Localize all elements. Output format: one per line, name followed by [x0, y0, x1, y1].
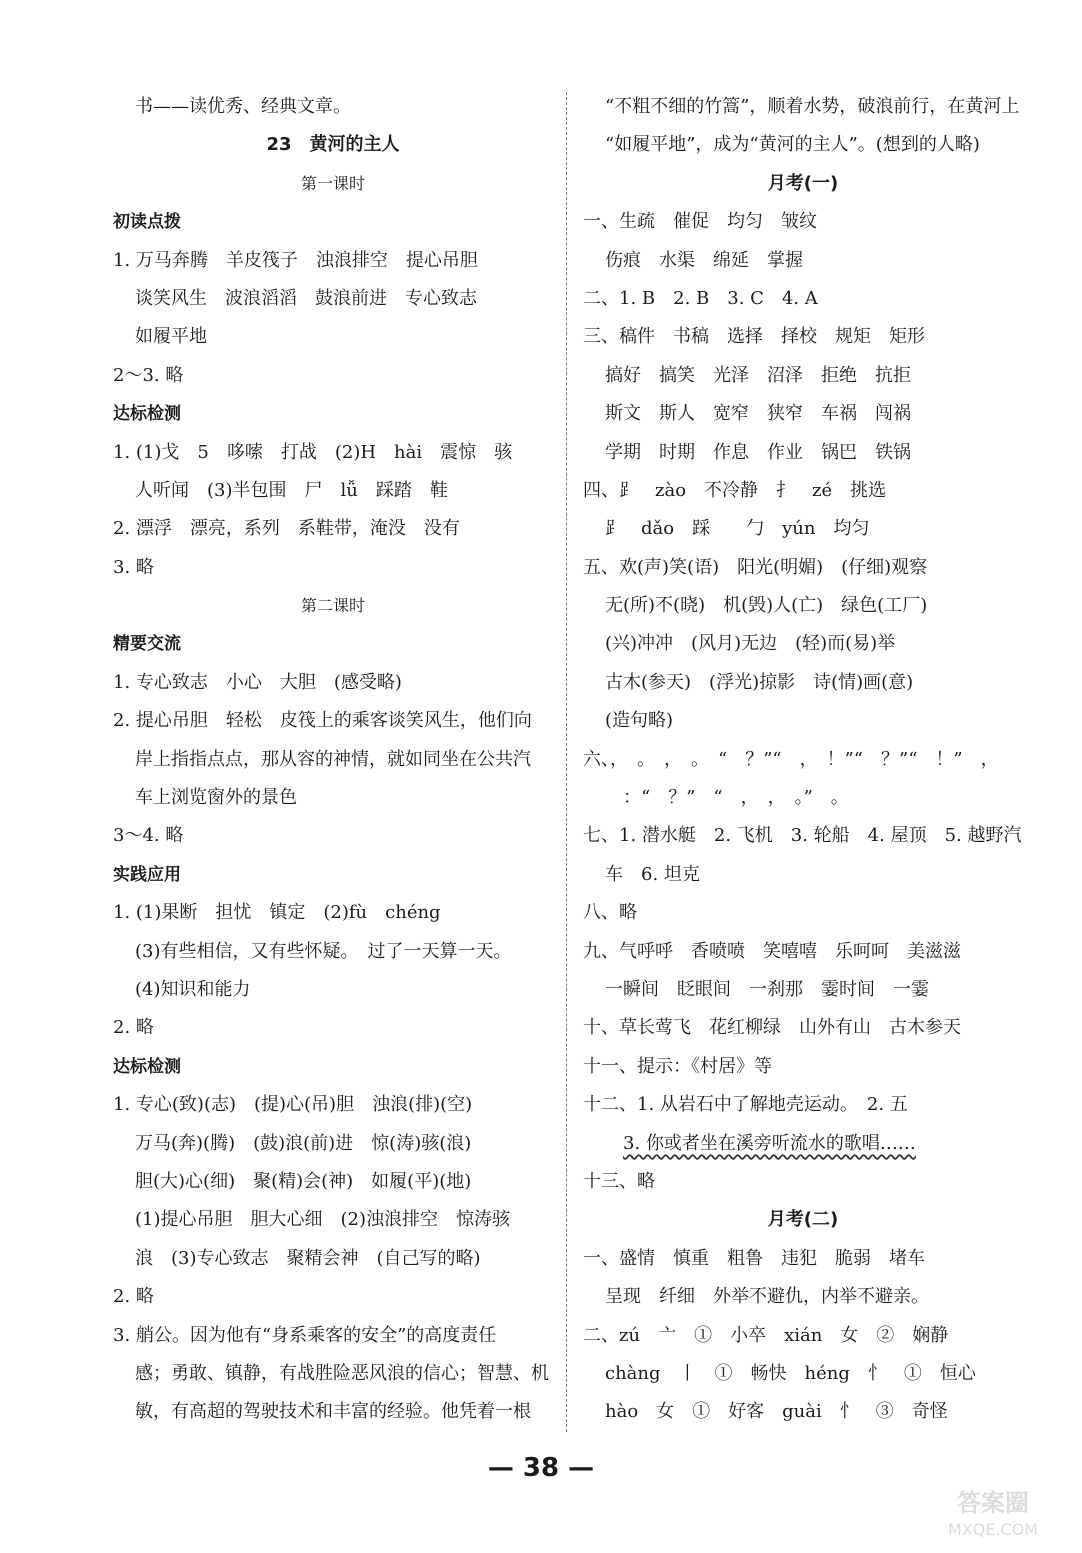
- left-line: 万马(奔)(腾) (鼓)浪(前)进 惊(涛)骇(浪): [135, 1132, 472, 1154]
- right-line: 五、欢(声)笑(语) 阳光(明媚) (仔细)观察: [583, 556, 928, 578]
- left-line: 1. 专心致志 小心 大胆 (感受略): [113, 671, 402, 693]
- left-line: 岸上指指点点，那从容的神情，就如同坐在公共汽: [135, 748, 531, 770]
- right-line: 伤痕 水渠 绵延 掌握: [605, 249, 803, 271]
- left-line: 2. 略: [113, 1286, 154, 1308]
- right-line: 九、气呼呼 香喷喷 笑嘻嘻 乐呵呵 美滋滋: [583, 940, 961, 962]
- right-line: 呈现 纤细 外举不避仇，内举不避亲。: [605, 1286, 929, 1308]
- left-line: 第二课时: [300, 596, 365, 616]
- underlined-text: 3. 你或者坐在溪旁听流水的歌唱……: [623, 1132, 916, 1154]
- left-line: 初读点拨: [113, 212, 181, 233]
- left-line: 胆(大)心(细) 聚(精)会(神) 如履(平)(地): [135, 1170, 472, 1192]
- right-line: 月考(一): [767, 172, 839, 194]
- right-line: 斯文 斯人 宽窄 狭窄 车祸 闯祸: [605, 403, 911, 425]
- page-number: — 38 —: [487, 1453, 595, 1483]
- left-line: 1. (1)果断 担忧 镇定 (2)fù chéng: [113, 902, 441, 924]
- left-line: 实践应用: [113, 864, 181, 885]
- right-line: “如履平地”，成为“黄河的主人”。(想到的人略): [605, 134, 980, 156]
- right-line: hào 女 ① 好客 guài 忄 ③ 奇怪: [605, 1401, 948, 1423]
- left-line: 3～4. 略: [113, 825, 184, 847]
- right-line: 十一、提示：《村居》等: [583, 1055, 772, 1077]
- right-line: 十三、略: [583, 1170, 655, 1192]
- left-line: 2. 略: [113, 1017, 154, 1039]
- right-line: 一、生疏 催促 均匀 皱纹: [583, 211, 817, 233]
- right-line: 十二、1. 从岩石中了解地壳运动。 2. 五: [583, 1094, 908, 1116]
- left-line: 书——读优秀、经典文章。: [135, 96, 351, 117]
- right-line: 三、稿件 书稿 选择 择校 规矩 矩形: [583, 326, 925, 348]
- watermark-line1: 答案圈: [957, 1489, 1029, 1517]
- left-line: 2. 漂浮 漂亮，系列 系鞋带，淹没 没有: [113, 518, 460, 540]
- right-line: 八、略: [583, 902, 637, 924]
- right-line: 十、草长莺飞 花红柳绿 山外有山 古木参天: [583, 1017, 961, 1039]
- right-line: 六、， 。 ， 。 “ ？”“ ， ！”“ ？”“ ！” ，: [583, 748, 999, 770]
- right-line: 学期 时期 作息 作业 锅巴 铁锅: [605, 441, 911, 463]
- right-line: (兴)冲冲 (风月)无边 (轻)而(易)举: [605, 633, 896, 655]
- right-line: chàng 丨 ① 畅快 héng 忄 ① 恒心: [605, 1362, 976, 1384]
- right-line: 四、⻊ zào 不冷静 扌 zé 挑选: [583, 479, 887, 501]
- left-column: [113, 88, 553, 1432]
- left-line: 2. 提心吊胆 轻松 皮筏上的乘客谈笑风生，他们向: [113, 710, 532, 732]
- right-column: [583, 88, 1023, 1432]
- left-line: 车上浏览窗外的景色: [135, 787, 297, 809]
- left-line: 2～3. 略: [113, 364, 184, 386]
- right-line: 古木(参天) (浮光)掠影 诗(情)画(意): [605, 671, 914, 693]
- right-line: 车 6. 坦克: [605, 863, 700, 885]
- left-line: 第一课时: [300, 173, 365, 193]
- left-line: 敏，有高超的驾驶技术和丰富的经验。他凭着一根: [135, 1401, 531, 1423]
- left-line: 3. 艄公。因为他有“身系乘客的安全”的高度责任: [113, 1324, 497, 1346]
- right-line: (造句略): [605, 710, 674, 732]
- watermark-line2: MXQE.COM: [947, 1520, 1039, 1539]
- right-line: [583, 1125, 1023, 1163]
- right-line: ：“ ？” “ ， ， 。” 。: [623, 787, 849, 809]
- right-line: ⻊ dǎo 踩 勹 yún 均匀: [605, 518, 870, 540]
- right-line: 一、盛情 慎重 粗鲁 违犯 脆弱 堵车: [583, 1247, 925, 1269]
- left-line: (3)有些相信，又有些怀疑。 过了一天算一天。: [135, 940, 512, 962]
- right-line: 七、1. 潜水艇 2. 飞机 3. 轮船 4. 屋顶 5. 越野汽: [583, 825, 1022, 847]
- right-line: “不粗不细的竹篙”，顺着水势，破浪前行，在黄河上: [605, 96, 1020, 117]
- left-line: 3. 略: [113, 556, 154, 578]
- left-line: 如履平地: [135, 326, 207, 348]
- watermark-logo: [918, 1483, 1068, 1543]
- left-line: 达标检测: [113, 404, 181, 425]
- left-line: (4)知识和能力: [135, 978, 251, 1000]
- left-line: 1. (1)戈 5 哆嗦 打战 (2)H hài 震惊 骇: [113, 441, 513, 463]
- right-line: 一瞬间 眨眼间 一刹那 霎时间 一霎: [605, 978, 929, 1000]
- left-line: 1. 万马奔腾 羊皮筏子 浊浪排空 提心吊胆: [113, 249, 478, 271]
- left-line: 谈笑风生 波浪滔滔 鼓浪前进 专心致志: [135, 287, 477, 309]
- left-line: 精要交流: [113, 634, 181, 655]
- left-line: 23 黄河的主人: [266, 134, 400, 156]
- right-line: 二、zú 亠 ① 小卒 xián 女 ② 娴静: [583, 1324, 949, 1346]
- left-line: (1)提心吊胆 胆大心细 (2)浊浪排空 惊涛骇: [135, 1209, 510, 1231]
- right-line: 无(所)不(晓) 机(毁)人(亡) 绿色(工厂): [605, 595, 928, 617]
- left-line: 感；勇敢、镇静，有战胜险恶风浪的信心；智慧、机: [135, 1362, 549, 1384]
- right-line: 月考(二): [767, 1209, 839, 1231]
- left-line: 浪 (3)专心致志 聚精会神 (自己写的略): [135, 1247, 481, 1269]
- right-line: 二、1. B 2. B 3. C 4. A: [583, 287, 818, 309]
- left-line: 1. 专心(致)(志) (提)心(吊)胆 浊浪(排)(空): [113, 1094, 473, 1116]
- right-line: 搞好 搞笑 光泽 沼泽 拒绝 抗拒: [605, 364, 911, 386]
- column-divider: [566, 92, 567, 1432]
- left-line: 达标检测: [113, 1056, 181, 1077]
- left-line: 人听闻 (3)半包围 尸 lǚ 踩踏 鞋: [135, 479, 448, 501]
